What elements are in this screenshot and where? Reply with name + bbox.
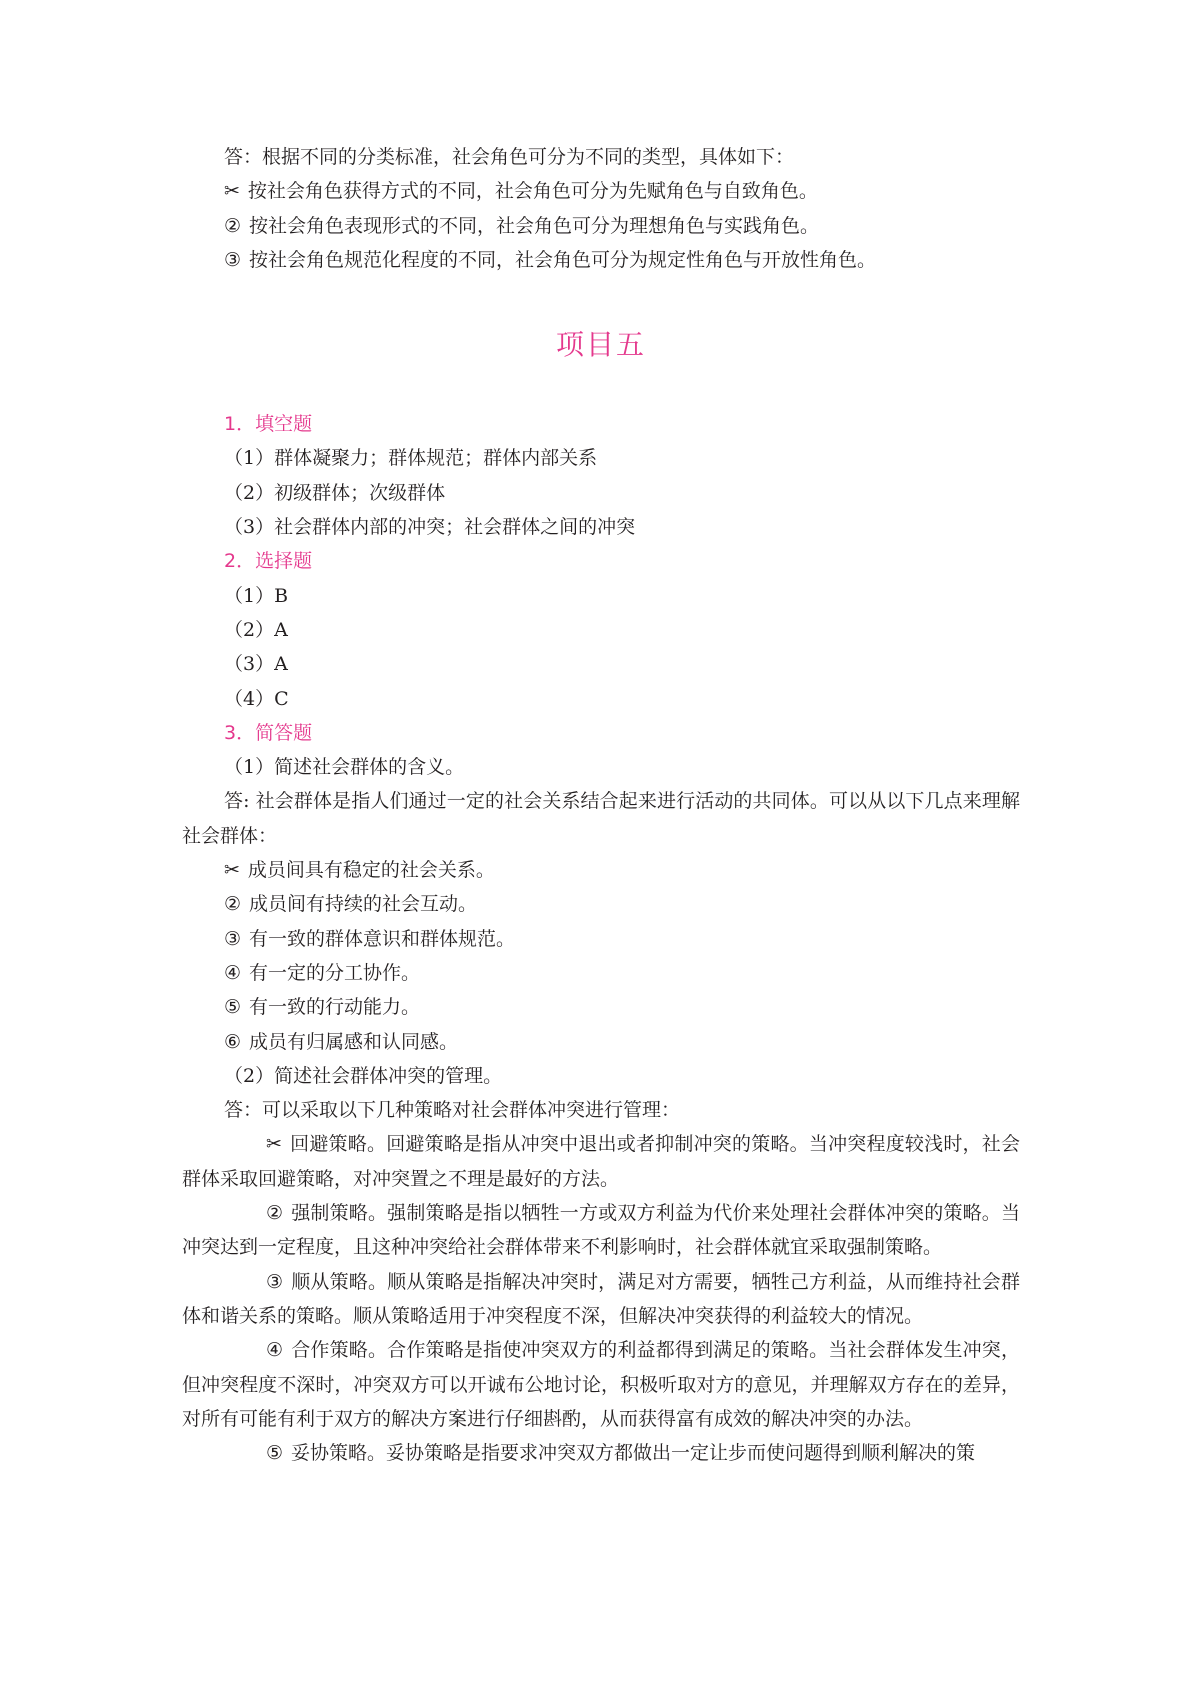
answer-point-text: 按社会角色表现形式的不同，社会角色可分为理想角色与实践角色。 [249, 214, 820, 237]
answer-point-3 [182, 243, 1020, 277]
answer-point-text: 按社会角色获得方式的不同，社会角色可分为先赋角色与自致角色。 [247, 180, 818, 203]
choice-answer-3: （3）A [224, 653, 288, 676]
circled-number-2: ② [224, 214, 242, 237]
point-text: 成员有归属感和认同感。 [249, 1030, 459, 1053]
question-1-point-2 [182, 887, 1020, 921]
strategy-paragraph-1 [182, 1127, 1020, 1196]
circled-number-5: ⑤ [224, 996, 242, 1019]
choice-heading: 2．选择题 [224, 550, 313, 573]
question-1-point-5 [182, 990, 1020, 1024]
circled-number-6: ⑥ [224, 1030, 242, 1053]
fill-blank-answer-2: （2）初级群体；次级群体 [224, 481, 446, 504]
circled-number-4: ④ [224, 961, 242, 984]
strategy-text: 顺从策略。顺从策略是指解决冲突时，满足对方需要，牺牲己方利益，从而维持社会群体和谐关系的策略。顺从策略适用于冲突程度不深，但解决冲突获得的利益较大的情况。 [182, 1270, 1020, 1327]
circled-number-3: ③ [224, 927, 242, 950]
circled-number-2: ② [266, 1202, 284, 1225]
page-content [182, 140, 1020, 1470]
section-title: 项目五 [555, 328, 646, 362]
question-2-answer-intro: 答：可以采取以下几种策略对社会群体冲突进行管理： [224, 1099, 681, 1122]
point-text: 成员间有持续的社会互动。 [249, 893, 478, 916]
fill-blank-heading: 1．填空题 [224, 413, 313, 436]
scissors-icon: ✂ [266, 1133, 282, 1156]
circled-number-3: ③ [224, 248, 242, 271]
strategy-paragraph-5 [182, 1436, 1020, 1470]
fill-blank-answer-1: （1）群体凝聚力；群体规范；群体内部关系 [224, 447, 598, 470]
point-text: 成员间具有稳定的社会关系。 [247, 859, 495, 882]
scissors-icon: ✂ [224, 859, 240, 882]
strategy-paragraph-2 [182, 1196, 1020, 1265]
point-text: 有一定的分工协作。 [249, 961, 421, 984]
question-1-point-6 [182, 1025, 1020, 1059]
question-1-point-1 [182, 853, 1020, 887]
choice-answer-1: （1）B [224, 584, 289, 607]
strategy-paragraph-3 [182, 1265, 1020, 1334]
circled-number-5: ⑤ [266, 1442, 284, 1465]
question-1: （1）简述社会群体的含义。 [224, 756, 465, 779]
answer-intro: 答：根据不同的分类标准，社会角色可分为不同的类型，具体如下： [224, 146, 795, 168]
question-1-point-4 [182, 956, 1020, 990]
question-1-point-3 [182, 922, 1020, 956]
scissors-icon: ✂ [224, 180, 240, 203]
strategy-text: 妥协策略。妥协策略是指要求冲突双方都做出一定让步而使问题得到顺利解决的策 [291, 1442, 976, 1465]
choice-answer-4: （4）C [224, 687, 289, 710]
point-text: 有一致的群体意识和群体规范。 [249, 927, 516, 950]
circled-number-3: ③ [266, 1270, 284, 1293]
point-text: 有一致的行动能力。 [249, 996, 421, 1019]
strategy-text: 合作策略。合作策略是指使冲突双方的利益都得到满足的策略。当社会群体发生冲突，但冲突程度不深时，冲突双方可以开诚布公地讨论，积极听取对方的意见，并理解双方存在的差异，对所有可能有利于双方的解决方案进行仔细斟酌，从而获得富有成效的解决冲突的办法。 [182, 1339, 1020, 1430]
strategy-paragraph-4 [182, 1333, 1020, 1436]
circled-number-2: ② [224, 893, 242, 916]
choice-answer-2: （2）A [224, 618, 288, 641]
circled-number-4: ④ [266, 1339, 284, 1362]
question-1-answer: 答: 社会群体是指人们通过一定的社会关系结合起来进行活动的共同体。可以从以下几点来理解社会群体： [182, 790, 1020, 847]
strategy-text: 回避策略。回避策略是指从冲突中退出或者抑制冲突的策略。当冲突程度较浅时，社会群体采取回避策略，对冲突置之不理是最好的方法。 [182, 1133, 1020, 1190]
strategy-text: 强制策略。强制策略是指以牺牲一方或双方利益为代价来处理社会群体冲突的策略。当冲突达到一定程度，且这种冲突给社会群体带来不利影响时，社会群体就宜采取强制策略。 [182, 1202, 1020, 1259]
answer-point-1 [182, 174, 1020, 208]
answer-point-text: 按社会角色规范化程度的不同，社会角色可分为规定性角色与开放性角色。 [249, 248, 877, 271]
question-2: （2）简述社会群体冲突的管理。 [224, 1064, 503, 1087]
answer-point-2 [182, 209, 1020, 243]
fill-blank-answer-3: （3）社会群体内部的冲突；社会群体之间的冲突 [224, 516, 636, 539]
short-answer-heading: 3．简答题 [224, 721, 313, 744]
